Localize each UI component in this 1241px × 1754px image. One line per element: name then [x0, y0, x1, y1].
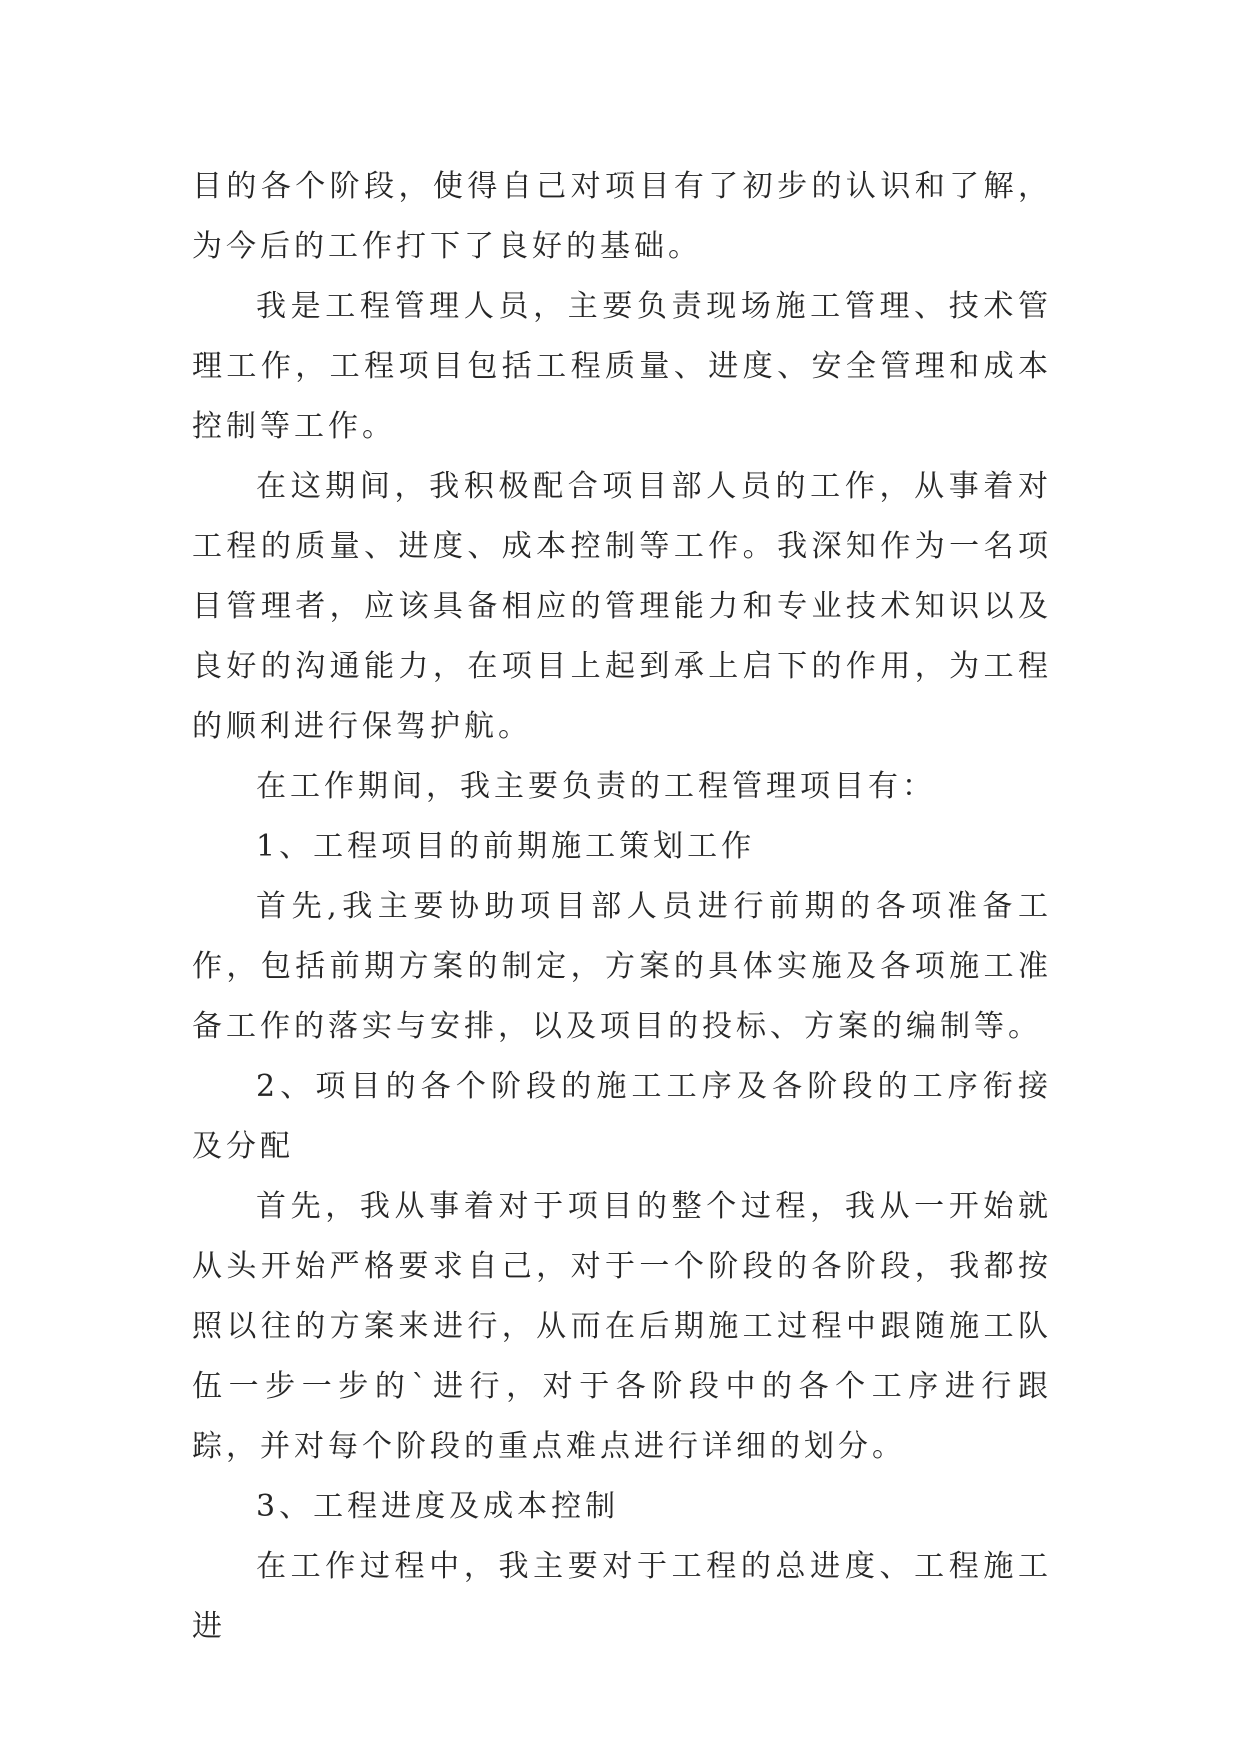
- paragraph-period-work: 在这期间，我积极配合项目部人员的工作，从事着对工程的质量、进度、成本控制等工作。我深知作为一名项目管理者，应该具备相应的管理能力和专业技术知识以及良好的沟通能力，在项目上起到承上启下的作用，为工程的顺利进行保驾护航。: [192, 469, 1052, 744]
- document-body: [192, 157, 1052, 1657]
- paragraph-section-3: 在工作过程中，我主要对于工程的总进度、工程施工进: [192, 1549, 1052, 1644]
- section-heading-2: 2、项目的各个阶段的施工工序及各阶段的工序衔接及分配: [192, 1069, 1052, 1164]
- section-heading-3: 3、工程进度及成本控制: [256, 1489, 620, 1524]
- paragraph-section-1: 首先,我主要协助项目部人员进行前期的各项准备工作，包括前期方案的制定，方案的具体实施及各项施工准备工作的落实与安排，以及项目的投标、方案的编制等。: [192, 889, 1052, 1044]
- paragraph-projects-intro: 在工作期间，我主要负责的工程管理项目有：: [256, 769, 936, 804]
- paragraph-section-2: 首先，我从事着对于项目的整个过程，我从一开始就从头开始严格要求自己，对于一个阶段的各阶段，我都按照以往的方案来进行，从而在后期施工过程中跟随施工队伍一步一步的`进行，对于各阶段中的各个工序进行跟踪，并对每个阶段的重点难点进行详细的划分。: [192, 1189, 1052, 1464]
- section-heading-1: 1、工程项目的前期施工策划工作: [256, 829, 756, 864]
- paragraph-continuation: 目的各个阶段，使得自己对项目有了初步的认识和了解，为今后的工作打下了良好的基础。: [192, 169, 1052, 264]
- paragraph-role-description: 我是工程管理人员，主要负责现场施工管理、技术管理工作，工程项目包括工程质量、进度、安全管理和成本控制等工作。: [192, 289, 1052, 444]
